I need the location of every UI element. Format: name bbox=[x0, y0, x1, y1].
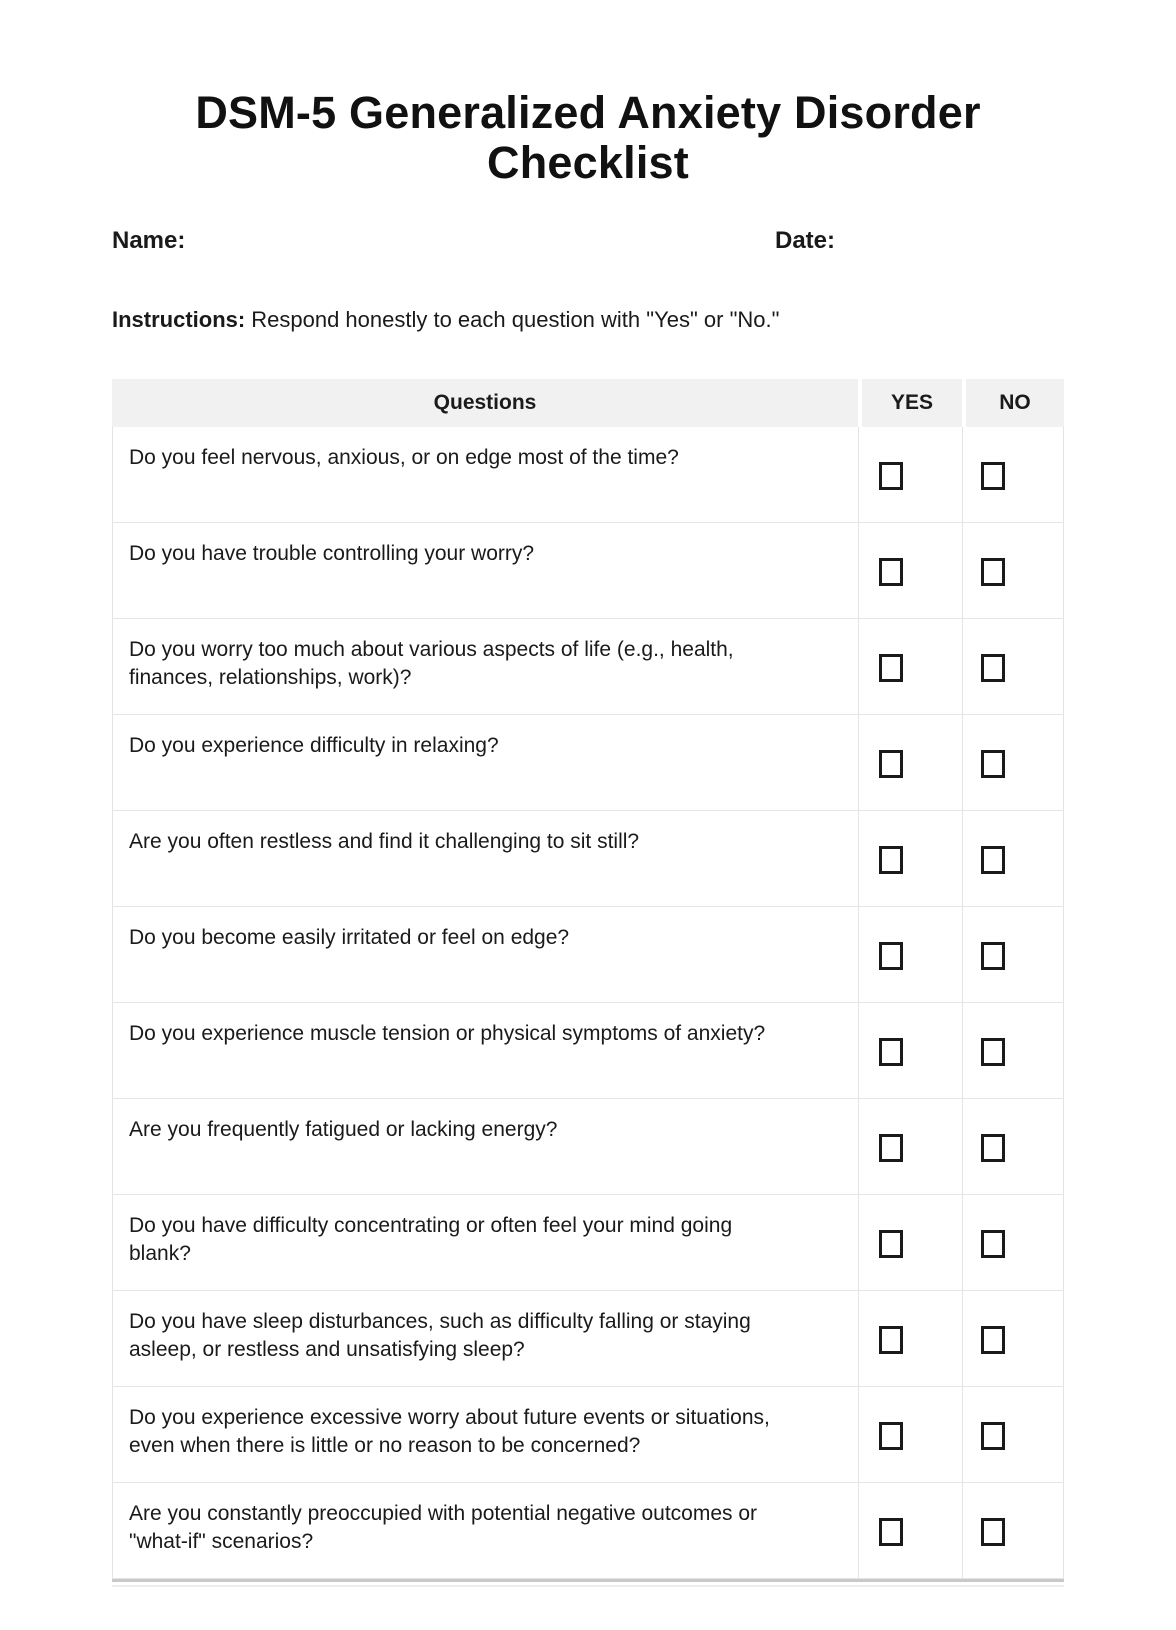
yes-checkbox[interactable] bbox=[879, 750, 903, 778]
no-cell bbox=[962, 1003, 1064, 1099]
page-title: DSM-5 Generalized Anxiety Disorder Checklist bbox=[195, 87, 981, 188]
table-row bbox=[112, 1099, 1064, 1195]
no-cell bbox=[962, 1291, 1064, 1387]
yes-column-header: YES bbox=[858, 379, 962, 427]
no-cell bbox=[962, 1387, 1064, 1483]
question-text: Are you frequently fatigued or lacking energy? bbox=[112, 1099, 858, 1195]
no-checkbox[interactable] bbox=[981, 558, 1005, 586]
no-checkbox[interactable] bbox=[981, 1134, 1005, 1162]
no-checkbox[interactable] bbox=[981, 1518, 1005, 1546]
yes-cell bbox=[858, 1003, 962, 1099]
name-label: Name: bbox=[112, 227, 186, 254]
yes-checkbox[interactable] bbox=[879, 846, 903, 874]
table-header-row bbox=[112, 379, 1064, 427]
table-row bbox=[112, 1291, 1064, 1387]
question-text: Do you experience excessive worry about future events or situations, even when there is little or no reason to be concerned? bbox=[112, 1387, 858, 1483]
instructions-label: Instructions: bbox=[112, 307, 246, 332]
yes-checkbox[interactable] bbox=[879, 654, 903, 682]
question-text: Do you have difficulty concentrating or often feel your mind going blank? bbox=[112, 1195, 858, 1291]
no-cell bbox=[962, 1099, 1064, 1195]
yes-checkbox[interactable] bbox=[879, 1230, 903, 1258]
no-checkbox[interactable] bbox=[981, 942, 1005, 970]
question-text: Are you constantly preoccupied with potential negative outcomes or "what-if" scenarios? bbox=[112, 1483, 858, 1579]
instructions-text: Respond honestly to each question with "Yes" or "No." bbox=[251, 307, 780, 332]
table-row bbox=[112, 1483, 1064, 1579]
name-date-row bbox=[112, 227, 1064, 255]
yes-cell bbox=[858, 619, 962, 715]
table-bottom-shadow bbox=[112, 1585, 1064, 1587]
yes-checkbox[interactable] bbox=[879, 558, 903, 586]
no-cell bbox=[962, 907, 1064, 1003]
yes-checkbox[interactable] bbox=[879, 1518, 903, 1546]
table-row bbox=[112, 1195, 1064, 1291]
no-cell bbox=[962, 1195, 1064, 1291]
yes-cell bbox=[858, 1099, 962, 1195]
table-row bbox=[112, 907, 1064, 1003]
yes-cell bbox=[858, 523, 962, 619]
questions-column-header: Questions bbox=[112, 379, 858, 427]
question-text: Do you have sleep disturbances, such as difficulty falling or staying asleep, or restless and unsatisfying sleep? bbox=[112, 1291, 858, 1387]
no-checkbox[interactable] bbox=[981, 462, 1005, 490]
no-checkbox[interactable] bbox=[981, 1038, 1005, 1066]
instructions bbox=[112, 307, 1064, 333]
checklist-table bbox=[112, 379, 1064, 1579]
table-row bbox=[112, 715, 1064, 811]
yes-checkbox[interactable] bbox=[879, 1134, 903, 1162]
no-checkbox[interactable] bbox=[981, 1422, 1005, 1450]
yes-cell bbox=[858, 715, 962, 811]
question-text: Do you become easily irritated or feel on edge? bbox=[112, 907, 858, 1003]
question-text: Do you experience muscle tension or physical symptoms of anxiety? bbox=[112, 1003, 858, 1099]
question-text: Do you feel nervous, anxious, or on edge most of the time? bbox=[112, 427, 858, 523]
date-label: Date: bbox=[775, 227, 836, 254]
no-column-header: NO bbox=[962, 379, 1064, 427]
question-text: Do you experience difficulty in relaxing? bbox=[112, 715, 858, 811]
yes-cell bbox=[858, 1195, 962, 1291]
table-row bbox=[112, 1387, 1064, 1483]
yes-cell bbox=[858, 811, 962, 907]
no-checkbox[interactable] bbox=[981, 750, 1005, 778]
no-cell bbox=[962, 1483, 1064, 1579]
no-cell bbox=[962, 427, 1064, 523]
table-row bbox=[112, 1003, 1064, 1099]
table-row bbox=[112, 811, 1064, 907]
yes-cell bbox=[858, 1387, 962, 1483]
no-cell bbox=[962, 811, 1064, 907]
no-cell bbox=[962, 523, 1064, 619]
table-row bbox=[112, 619, 1064, 715]
table-bottom-border bbox=[112, 1579, 1064, 1582]
question-text: Are you often restless and find it challenging to sit still? bbox=[112, 811, 858, 907]
yes-cell bbox=[858, 907, 962, 1003]
yes-checkbox[interactable] bbox=[879, 462, 903, 490]
no-checkbox[interactable] bbox=[981, 1326, 1005, 1354]
yes-checkbox[interactable] bbox=[879, 1326, 903, 1354]
yes-cell bbox=[858, 1483, 962, 1579]
question-text: Do you have trouble controlling your worry? bbox=[112, 523, 858, 619]
no-checkbox[interactable] bbox=[981, 654, 1005, 682]
no-checkbox[interactable] bbox=[981, 1230, 1005, 1258]
yes-checkbox[interactable] bbox=[879, 942, 903, 970]
question-text: Do you worry too much about various aspects of life (e.g., health, finances, relationships, work)? bbox=[112, 619, 858, 715]
table-row bbox=[112, 427, 1064, 523]
yes-checkbox[interactable] bbox=[879, 1422, 903, 1450]
no-checkbox[interactable] bbox=[981, 846, 1005, 874]
yes-cell bbox=[858, 1291, 962, 1387]
yes-checkbox[interactable] bbox=[879, 1038, 903, 1066]
yes-cell bbox=[858, 427, 962, 523]
no-cell bbox=[962, 715, 1064, 811]
table-row bbox=[112, 523, 1064, 619]
no-cell bbox=[962, 619, 1064, 715]
